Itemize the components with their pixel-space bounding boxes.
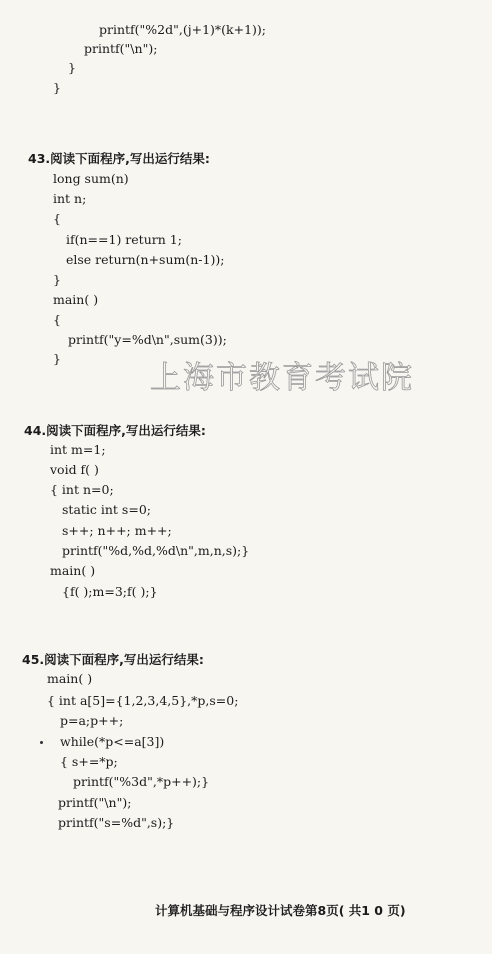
code-line: static int s=0; [62, 502, 151, 517]
code-line: int m=1; [50, 442, 106, 457]
code-line: else return(n+sum(n-1)); [66, 252, 225, 267]
code-line: printf("\n"); [84, 41, 158, 56]
code-line: } [53, 272, 61, 287]
code-line: printf("s=%d",s);} [58, 815, 175, 830]
code-line: long sum(n) [53, 171, 129, 186]
code-line: if(n==1) return 1; [66, 232, 182, 247]
code-line: {f( );m=3;f( );} [62, 584, 158, 599]
page-footer: 计算机基础与程序设计试卷第8页( 共1 0 页) [155, 903, 406, 918]
code-line: main( ) [53, 292, 99, 307]
code-line: int n; [53, 191, 87, 206]
code-line: main( ) [47, 671, 93, 686]
code-line: } [68, 60, 76, 75]
question-title: 45.阅读下面程序,写出运行结果: [22, 652, 204, 667]
code-line: } [53, 80, 61, 95]
code-line: { s+=*p; [60, 754, 118, 769]
code-line: printf("%3d",*p++);} [73, 774, 210, 789]
code-line: printf("%d,%d,%d\n",m,n,s);} [62, 543, 250, 558]
watermark-text: 上海市教育考试院 [150, 360, 414, 396]
code-line: printf("%2d",(j+1)*(k+1)); [99, 22, 267, 37]
code-line: printf("y=%d\n",sum(3)); [68, 332, 227, 347]
code-line: main( ) [50, 563, 96, 578]
code-line: printf("\n"); [58, 795, 132, 810]
code-line: while(*p<=a[3]) [60, 734, 165, 749]
question-title: 43.阅读下面程序,写出运行结果: [28, 151, 210, 166]
code-line: { [53, 211, 61, 226]
code-line: { int n=0; [50, 482, 114, 497]
scan-speck [40, 741, 43, 744]
code-line: { int a[5]={1,2,3,4,5},*p,s=0; [47, 693, 239, 708]
code-line: p=a;p++; [60, 713, 124, 728]
code-line: } [53, 351, 61, 366]
code-line: { [53, 312, 61, 327]
code-line: s++; n++; m++; [62, 523, 172, 538]
code-line: void f( ) [50, 462, 99, 477]
question-title: 44.阅读下面程序,写出运行结果: [24, 423, 206, 438]
